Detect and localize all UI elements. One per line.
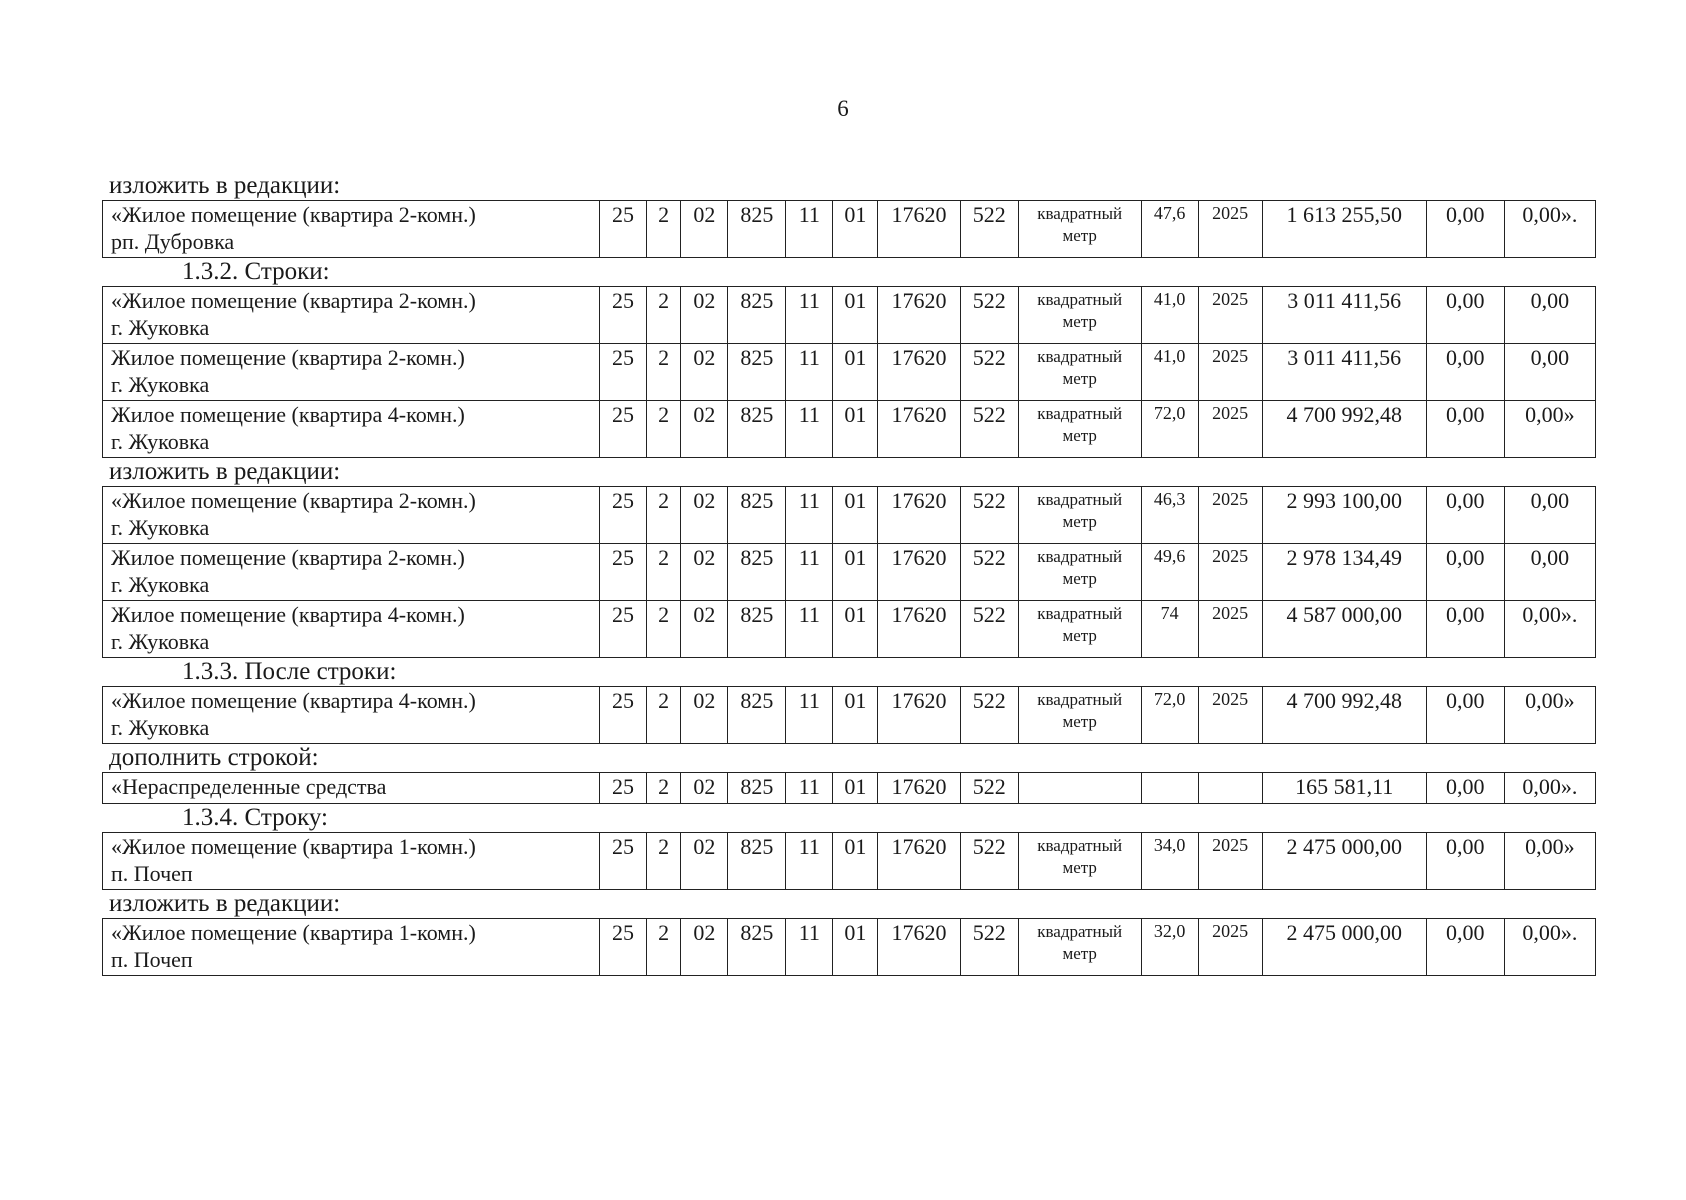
- code-cell: 25: [599, 687, 646, 744]
- code-cell: 522: [960, 773, 1018, 804]
- sum-cell: 3 011 411,56: [1262, 287, 1426, 344]
- code-cell: 17620: [878, 201, 960, 258]
- code-cell: 11: [786, 344, 833, 401]
- table-row: [103, 401, 1596, 458]
- value-cell: 0,00»: [1504, 401, 1595, 458]
- budget-table: [102, 200, 1596, 258]
- year-cell: 2025: [1198, 601, 1262, 658]
- code-cell: 02: [681, 544, 728, 601]
- unit-line: метр: [1062, 312, 1097, 331]
- unit-line: метр: [1062, 226, 1097, 245]
- code-cell: 25: [599, 833, 646, 890]
- year-cell: 2025: [1198, 687, 1262, 744]
- object-name: Жилое помещение (квартира 2-комн.): [111, 545, 465, 570]
- unit-line: квадратный: [1037, 290, 1123, 309]
- budget-table: [102, 286, 1596, 458]
- unit-line: квадратный: [1037, 922, 1123, 941]
- sum-cell: 165 581,11: [1262, 773, 1426, 804]
- object-name: «Нераспределенные средства: [111, 774, 387, 799]
- code-cell: 17620: [878, 401, 960, 458]
- code-cell: 17620: [878, 344, 960, 401]
- sum-cell: 2 993 100,00: [1262, 487, 1426, 544]
- code-cell: 2: [647, 773, 681, 804]
- block-heading: дополнить строкой:: [109, 744, 319, 771]
- value-cell: 0,00: [1426, 687, 1504, 744]
- code-cell: 01: [833, 919, 878, 976]
- block-heading: 1.3.4. Строку:: [182, 804, 328, 831]
- value-cell: 0,00: [1426, 344, 1504, 401]
- value-cell: 0,00».: [1504, 919, 1595, 976]
- object-location: г. Жуковка: [111, 372, 210, 397]
- code-cell: 01: [833, 201, 878, 258]
- value-cell: 0,00: [1504, 287, 1595, 344]
- unit-cell: [1018, 601, 1141, 658]
- budget-table: [102, 686, 1596, 744]
- code-cell: 825: [728, 401, 786, 458]
- code-cell: 825: [728, 601, 786, 658]
- code-cell: 02: [681, 833, 728, 890]
- value-cell: 0,00: [1504, 344, 1595, 401]
- unit-line: квадратный: [1037, 490, 1123, 509]
- unit-cell: [1018, 287, 1141, 344]
- code-cell: 25: [599, 344, 646, 401]
- value-cell: 0,00: [1426, 773, 1504, 804]
- amendment-block: [102, 804, 1596, 890]
- budget-table: [102, 918, 1596, 976]
- object-name-cell: [103, 487, 600, 544]
- code-cell: 01: [833, 601, 878, 658]
- object-location: г. Жуковка: [111, 429, 210, 454]
- object-name-cell: [103, 687, 600, 744]
- object-name: «Жилое помещение (квартира 2-комн.): [111, 288, 476, 313]
- area-cell: 46,3: [1141, 487, 1198, 544]
- code-cell: 2: [647, 287, 681, 344]
- table-row: [103, 201, 1596, 258]
- object-name-cell: [103, 773, 600, 804]
- code-cell: 17620: [878, 544, 960, 601]
- object-name: «Жилое помещение (квартира 2-комн.): [111, 488, 476, 513]
- value-cell: 0,00».: [1504, 601, 1595, 658]
- value-cell: 0,00»: [1504, 833, 1595, 890]
- object-name: «Жилое помещение (квартира 2-комн.): [111, 202, 476, 227]
- year-cell: [1198, 773, 1262, 804]
- code-cell: 02: [681, 919, 728, 976]
- area-cell: 41,0: [1141, 344, 1198, 401]
- amendment-block: [102, 258, 1596, 458]
- code-cell: 2: [647, 919, 681, 976]
- code-cell: 02: [681, 401, 728, 458]
- code-cell: 11: [786, 687, 833, 744]
- table-row: [103, 287, 1596, 344]
- object-location: г. Жуковка: [111, 629, 210, 654]
- area-cell: 49,6: [1141, 544, 1198, 601]
- object-name: «Жилое помещение (квартира 1-комн.): [111, 920, 476, 945]
- code-cell: 01: [833, 544, 878, 601]
- unit-line: квадратный: [1037, 604, 1123, 623]
- sum-cell: 2 978 134,49: [1262, 544, 1426, 601]
- year-cell: 2025: [1198, 487, 1262, 544]
- code-cell: 25: [599, 487, 646, 544]
- object-location: рп. Дубровка: [111, 229, 235, 254]
- code-cell: 825: [728, 201, 786, 258]
- code-cell: 17620: [878, 601, 960, 658]
- table-row: [103, 919, 1596, 976]
- code-cell: 2: [647, 833, 681, 890]
- code-cell: 11: [786, 544, 833, 601]
- object-name: «Жилое помещение (квартира 4-комн.): [111, 688, 476, 713]
- amendment-block: [102, 744, 1596, 804]
- code-cell: 11: [786, 601, 833, 658]
- code-cell: 25: [599, 401, 646, 458]
- unit-line: метр: [1062, 369, 1097, 388]
- object-location: п. Почеп: [111, 947, 193, 972]
- code-cell: 11: [786, 773, 833, 804]
- object-name-cell: [103, 201, 600, 258]
- code-cell: 25: [599, 544, 646, 601]
- code-cell: 02: [681, 487, 728, 544]
- block-heading: изложить в редакции:: [109, 172, 341, 199]
- code-cell: 2: [647, 601, 681, 658]
- sum-cell: 4 700 992,48: [1262, 401, 1426, 458]
- budget-table: [102, 772, 1596, 804]
- area-cell: [1141, 773, 1198, 804]
- value-cell: 0,00: [1426, 833, 1504, 890]
- object-name: «Жилое помещение (квартира 1-комн.): [111, 834, 476, 859]
- code-cell: 01: [833, 487, 878, 544]
- sum-cell: 4 587 000,00: [1262, 601, 1426, 658]
- object-name-cell: [103, 401, 600, 458]
- unit-line: метр: [1062, 512, 1097, 531]
- page-number: 6: [837, 96, 849, 121]
- code-cell: 02: [681, 344, 728, 401]
- code-cell: 11: [786, 201, 833, 258]
- year-cell: 2025: [1198, 401, 1262, 458]
- code-cell: 522: [960, 687, 1018, 744]
- sum-cell: 3 011 411,56: [1262, 344, 1426, 401]
- code-cell: 01: [833, 401, 878, 458]
- code-cell: 2: [647, 201, 681, 258]
- object-name-cell: [103, 344, 600, 401]
- object-name-cell: [103, 544, 600, 601]
- area-cell: 72,0: [1141, 401, 1198, 458]
- unit-cell: [1018, 919, 1141, 976]
- code-cell: 522: [960, 287, 1018, 344]
- code-cell: 825: [728, 544, 786, 601]
- code-cell: 825: [728, 919, 786, 976]
- code-cell: 825: [728, 687, 786, 744]
- unit-line: квадратный: [1037, 404, 1123, 423]
- code-cell: 02: [681, 773, 728, 804]
- code-cell: 2: [647, 487, 681, 544]
- block-heading: 1.3.2. Строки:: [182, 258, 330, 285]
- area-cell: 47,6: [1141, 201, 1198, 258]
- unit-line: метр: [1062, 626, 1097, 645]
- unit-cell: [1018, 201, 1141, 258]
- code-cell: 25: [599, 919, 646, 976]
- code-cell: 02: [681, 201, 728, 258]
- code-cell: 825: [728, 773, 786, 804]
- code-cell: 01: [833, 687, 878, 744]
- amendment-block: [102, 172, 1596, 258]
- object-name-cell: [103, 601, 600, 658]
- unit-cell: [1018, 833, 1141, 890]
- code-cell: 02: [681, 687, 728, 744]
- unit-line: квадратный: [1037, 347, 1123, 366]
- code-cell: 17620: [878, 833, 960, 890]
- unit-line: квадратный: [1037, 204, 1123, 223]
- area-cell: 34,0: [1141, 833, 1198, 890]
- unit-cell: [1018, 487, 1141, 544]
- sum-cell: 4 700 992,48: [1262, 687, 1426, 744]
- code-cell: 11: [786, 833, 833, 890]
- year-cell: 2025: [1198, 833, 1262, 890]
- unit-cell: [1018, 401, 1141, 458]
- code-cell: 02: [681, 287, 728, 344]
- code-cell: 11: [786, 487, 833, 544]
- amendment-block: [102, 458, 1596, 658]
- code-cell: 522: [960, 544, 1018, 601]
- object-location: г. Жуковка: [111, 315, 210, 340]
- area-cell: 72,0: [1141, 687, 1198, 744]
- block-heading: изложить в редакции:: [109, 890, 341, 917]
- code-cell: 01: [833, 773, 878, 804]
- code-cell: 522: [960, 344, 1018, 401]
- year-cell: 2025: [1198, 287, 1262, 344]
- unit-line: метр: [1062, 569, 1097, 588]
- code-cell: 11: [786, 287, 833, 344]
- sum-cell: 1 613 255,50: [1262, 201, 1426, 258]
- code-cell: 17620: [878, 287, 960, 344]
- object-name-cell: [103, 919, 600, 976]
- code-cell: 2: [647, 687, 681, 744]
- budget-table: [102, 486, 1596, 658]
- unit-line: метр: [1062, 426, 1097, 445]
- value-cell: 0,00: [1426, 487, 1504, 544]
- unit-line: метр: [1062, 944, 1097, 963]
- object-name: Жилое помещение (квартира 2-комн.): [111, 345, 465, 370]
- code-cell: 825: [728, 833, 786, 890]
- year-cell: 2025: [1198, 544, 1262, 601]
- value-cell: 0,00: [1504, 487, 1595, 544]
- block-heading: 1.3.3. После строки:: [182, 658, 397, 685]
- budget-table: [102, 832, 1596, 890]
- code-cell: 01: [833, 344, 878, 401]
- table-row: [103, 773, 1596, 804]
- object-location: п. Почеп: [111, 861, 193, 886]
- code-cell: 25: [599, 287, 646, 344]
- year-cell: 2025: [1198, 344, 1262, 401]
- amendment-block: [102, 890, 1596, 976]
- code-cell: 522: [960, 919, 1018, 976]
- unit-cell: [1018, 687, 1141, 744]
- object-name-cell: [103, 287, 600, 344]
- value-cell: 0,00»: [1504, 687, 1595, 744]
- value-cell: 0,00: [1426, 287, 1504, 344]
- unit-line: квадратный: [1037, 836, 1123, 855]
- code-cell: 11: [786, 919, 833, 976]
- code-cell: 825: [728, 287, 786, 344]
- table-row: [103, 833, 1596, 890]
- area-cell: 32,0: [1141, 919, 1198, 976]
- sum-cell: 2 475 000,00: [1262, 833, 1426, 890]
- value-cell: 0,00: [1426, 201, 1504, 258]
- area-cell: 41,0: [1141, 287, 1198, 344]
- code-cell: 11: [786, 401, 833, 458]
- unit-line: метр: [1062, 712, 1097, 731]
- code-cell: 17620: [878, 487, 960, 544]
- block-heading: изложить в редакции:: [109, 458, 341, 485]
- object-name: Жилое помещение (квартира 4-комн.): [111, 402, 465, 427]
- code-cell: 2: [647, 544, 681, 601]
- sum-cell: 2 475 000,00: [1262, 919, 1426, 976]
- object-location: г. Жуковка: [111, 715, 210, 740]
- code-cell: 522: [960, 201, 1018, 258]
- object-name: Жилое помещение (квартира 4-комн.): [111, 602, 465, 627]
- object-location: г. Жуковка: [111, 572, 210, 597]
- unit-line: квадратный: [1037, 690, 1123, 709]
- unit-line: метр: [1062, 858, 1097, 877]
- code-cell: 25: [599, 601, 646, 658]
- unit-cell: [1018, 344, 1141, 401]
- code-cell: 522: [960, 487, 1018, 544]
- code-cell: 522: [960, 401, 1018, 458]
- code-cell: 01: [833, 287, 878, 344]
- amendment-block: [102, 658, 1596, 744]
- table-row: [103, 487, 1596, 544]
- value-cell: 0,00».: [1504, 201, 1595, 258]
- code-cell: 522: [960, 833, 1018, 890]
- unit-cell: [1018, 544, 1141, 601]
- object-location: г. Жуковка: [111, 515, 210, 540]
- code-cell: 17620: [878, 773, 960, 804]
- code-cell: 2: [647, 344, 681, 401]
- table-row: [103, 687, 1596, 744]
- code-cell: 25: [599, 773, 646, 804]
- year-cell: 2025: [1198, 919, 1262, 976]
- code-cell: 825: [728, 487, 786, 544]
- value-cell: 0,00: [1426, 544, 1504, 601]
- value-cell: 0,00: [1426, 401, 1504, 458]
- year-cell: 2025: [1198, 201, 1262, 258]
- code-cell: 825: [728, 344, 786, 401]
- value-cell: 0,00».: [1504, 773, 1595, 804]
- value-cell: 0,00: [1504, 544, 1595, 601]
- table-row: [103, 601, 1596, 658]
- document-body: [102, 172, 1596, 976]
- object-name-cell: [103, 833, 600, 890]
- unit-cell: [1018, 773, 1141, 804]
- value-cell: 0,00: [1426, 601, 1504, 658]
- code-cell: 25: [599, 201, 646, 258]
- table-row: [103, 344, 1596, 401]
- code-cell: 17620: [878, 919, 960, 976]
- code-cell: 02: [681, 601, 728, 658]
- table-row: [103, 544, 1596, 601]
- code-cell: 17620: [878, 687, 960, 744]
- area-cell: 74: [1141, 601, 1198, 658]
- code-cell: 01: [833, 833, 878, 890]
- code-cell: 522: [960, 601, 1018, 658]
- unit-line: квадратный: [1037, 547, 1123, 566]
- code-cell: 2: [647, 401, 681, 458]
- value-cell: 0,00: [1426, 919, 1504, 976]
